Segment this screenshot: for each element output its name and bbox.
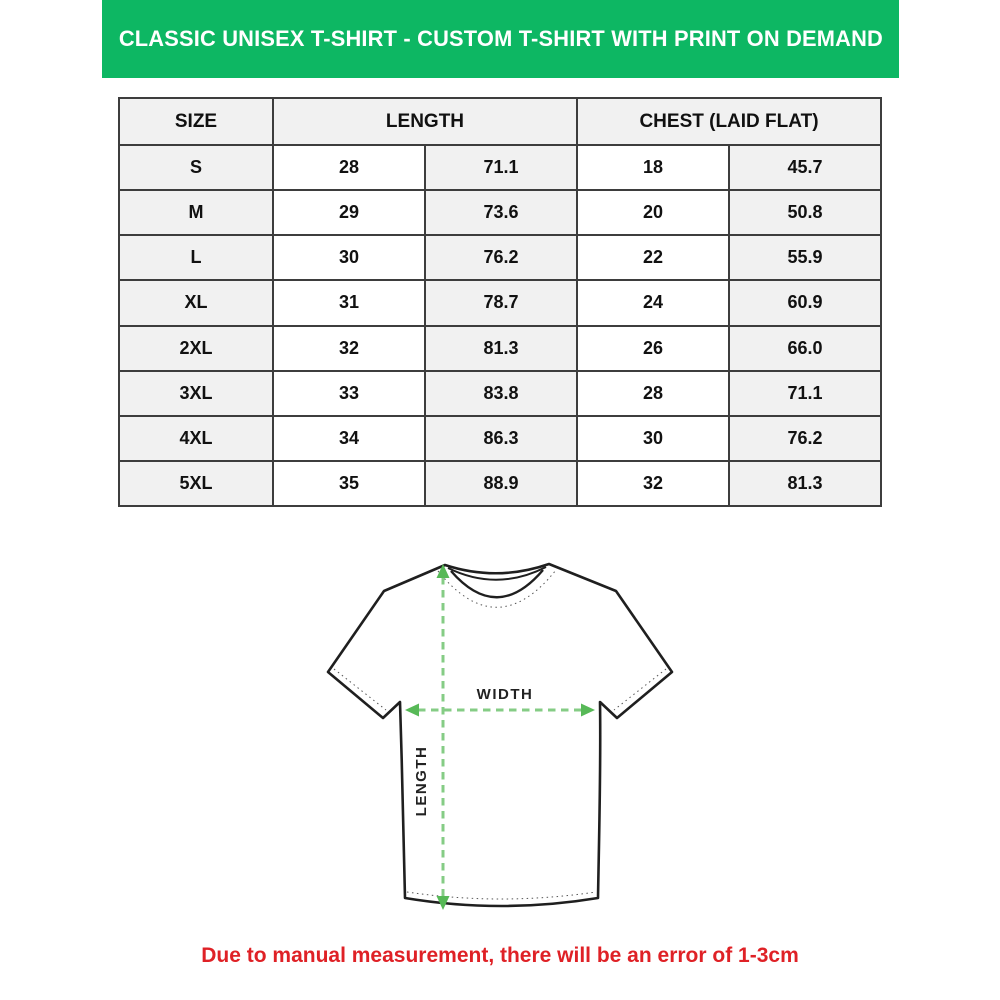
- length-in-cell: 34: [273, 416, 425, 461]
- chest-cm-cell: 50.8: [729, 190, 881, 235]
- chest-in-cell: 22: [577, 235, 729, 280]
- table-row: [119, 280, 881, 325]
- size-chart-table: [118, 97, 882, 507]
- length-in-cell: 33: [273, 371, 425, 416]
- width-label: WIDTH: [476, 686, 534, 703]
- chest-in-cell: 18: [577, 145, 729, 190]
- size-cell: L: [119, 235, 273, 280]
- chest-in-cell: 24: [577, 280, 729, 325]
- size-cell: 5XL: [119, 461, 273, 506]
- table-header-row: [119, 98, 881, 145]
- column-header-length: LENGTH: [273, 98, 577, 145]
- length-in-cell: 35: [273, 461, 425, 506]
- chest-in-cell: 28: [577, 371, 729, 416]
- table-row: [119, 145, 881, 190]
- tshirt-icon: [325, 556, 675, 916]
- chest-cm-cell: 76.2: [729, 416, 881, 461]
- chest-in-cell: 32: [577, 461, 729, 506]
- page-title: CLASSIC UNISEX T-SHIRT - CUSTOM T-SHIRT WITH PRINT ON DEMAND: [118, 26, 883, 51]
- size-cell: 4XL: [119, 416, 273, 461]
- table-row: [119, 371, 881, 416]
- chest-in-cell: 30: [577, 416, 729, 461]
- size-cell: 3XL: [119, 371, 273, 416]
- chest-cm-cell: 45.7: [729, 145, 881, 190]
- size-cell: S: [119, 145, 273, 190]
- table-row: [119, 326, 881, 371]
- length-in-cell: 32: [273, 326, 425, 371]
- length-cm-cell: 78.7: [425, 280, 577, 325]
- chest-cm-cell: 60.9: [729, 280, 881, 325]
- table-row: [119, 416, 881, 461]
- length-cm-cell: 83.8: [425, 371, 577, 416]
- chest-in-cell: 26: [577, 326, 729, 371]
- length-cm-cell: 73.6: [425, 190, 577, 235]
- table-row: [119, 190, 881, 235]
- chest-cm-cell: 71.1: [729, 371, 881, 416]
- size-cell: 2XL: [119, 326, 273, 371]
- length-in-cell: 31: [273, 280, 425, 325]
- length-cm-cell: 88.9: [425, 461, 577, 506]
- length-cm-cell: 76.2: [425, 235, 577, 280]
- chest-cm-cell: 55.9: [729, 235, 881, 280]
- tshirt-measurement-diagram: [325, 556, 675, 916]
- size-cell: M: [119, 190, 273, 235]
- length-in-cell: 28: [273, 145, 425, 190]
- length-cm-cell: 81.3: [425, 326, 577, 371]
- column-header-size: SIZE: [119, 98, 273, 145]
- length-label: LENGTH: [413, 745, 430, 817]
- length-cm-cell: 71.1: [425, 145, 577, 190]
- length-in-cell: 30: [273, 235, 425, 280]
- table-row: [119, 461, 881, 506]
- length-in-cell: 29: [273, 190, 425, 235]
- chest-in-cell: 20: [577, 190, 729, 235]
- measurement-disclaimer: Due to manual measurement, there will be an error of 1-3cm: [201, 944, 799, 967]
- chest-cm-cell: 66.0: [729, 326, 881, 371]
- chest-cm-cell: 81.3: [729, 461, 881, 506]
- size-cell: XL: [119, 280, 273, 325]
- title-banner: [102, 0, 899, 78]
- length-cm-cell: 86.3: [425, 416, 577, 461]
- table-row: [119, 235, 881, 280]
- column-header-chest: CHEST (LAID FLAT): [577, 98, 881, 145]
